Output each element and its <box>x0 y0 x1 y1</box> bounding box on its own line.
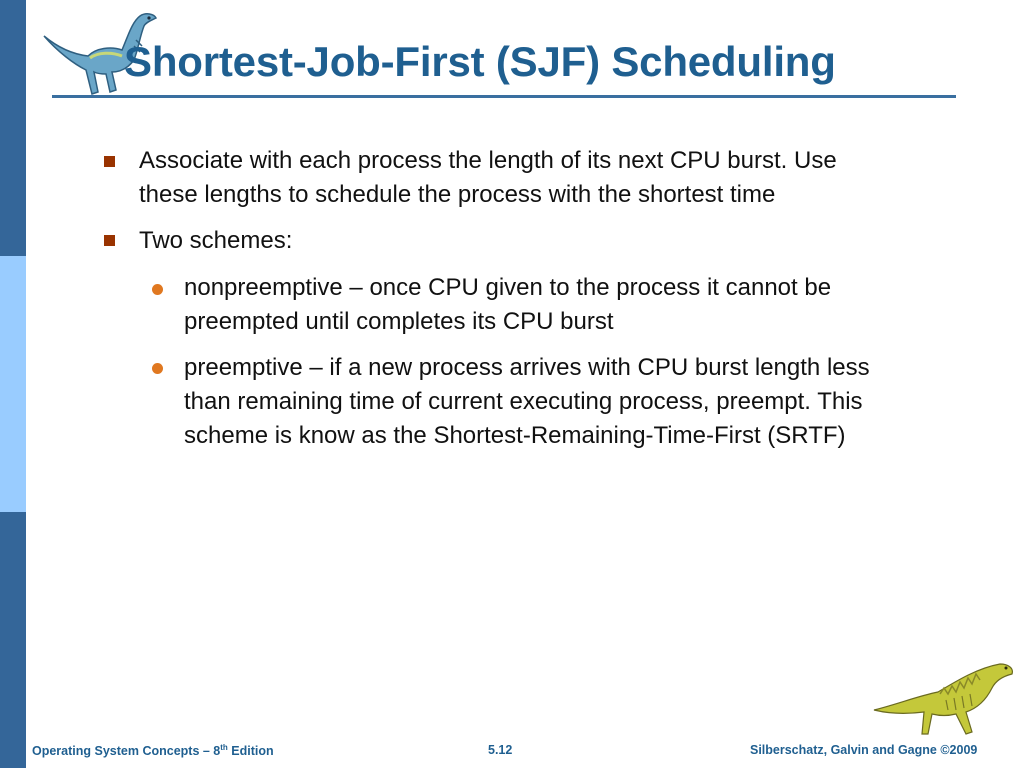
bullet-line: preempted until completes its CPU burst <box>184 308 614 335</box>
bullet-line: than remaining time of current executing process, preempt. This <box>184 388 863 415</box>
square-bullet-icon <box>104 156 115 167</box>
sub-bullet-item <box>184 351 870 453</box>
sub-bullet-item <box>184 271 831 339</box>
bullet-line: Associate with each process the length of its next CPU burst. Use <box>139 147 837 174</box>
bullet-line: nonpreemptive – once CPU given to the process it cannot be <box>184 274 832 301</box>
bullet-item <box>139 224 292 258</box>
footer-edition: Edition <box>227 744 274 759</box>
footer-copyright: Silberschatz, Galvin and Gagne ©2009 <box>750 743 978 757</box>
bullet-item <box>139 144 837 212</box>
slide-title: Shortest-Job-First (SJF) Scheduling <box>124 38 836 85</box>
bullet-line: preemptive – if a new process arrives with CPU burst length less <box>184 354 870 381</box>
footer-book-title-text: Operating System Concepts – 8 <box>32 744 221 759</box>
square-bullet-icon <box>104 235 115 246</box>
bullet-line: Two schemes: <box>139 227 293 254</box>
round-bullet-icon <box>152 363 163 374</box>
bullet-line: scheme is know as the Shortest-Remaining-Time-First (SRTF) <box>184 422 846 449</box>
dinosaur-fossil-icon <box>868 660 1018 740</box>
footer-book-title <box>32 743 274 758</box>
round-bullet-icon <box>152 284 163 295</box>
footer-superscript: th <box>220 743 228 752</box>
bullet-line: these lengths to schedule the process with the shortest time <box>139 181 776 208</box>
page-number: 5.12 <box>488 743 513 757</box>
